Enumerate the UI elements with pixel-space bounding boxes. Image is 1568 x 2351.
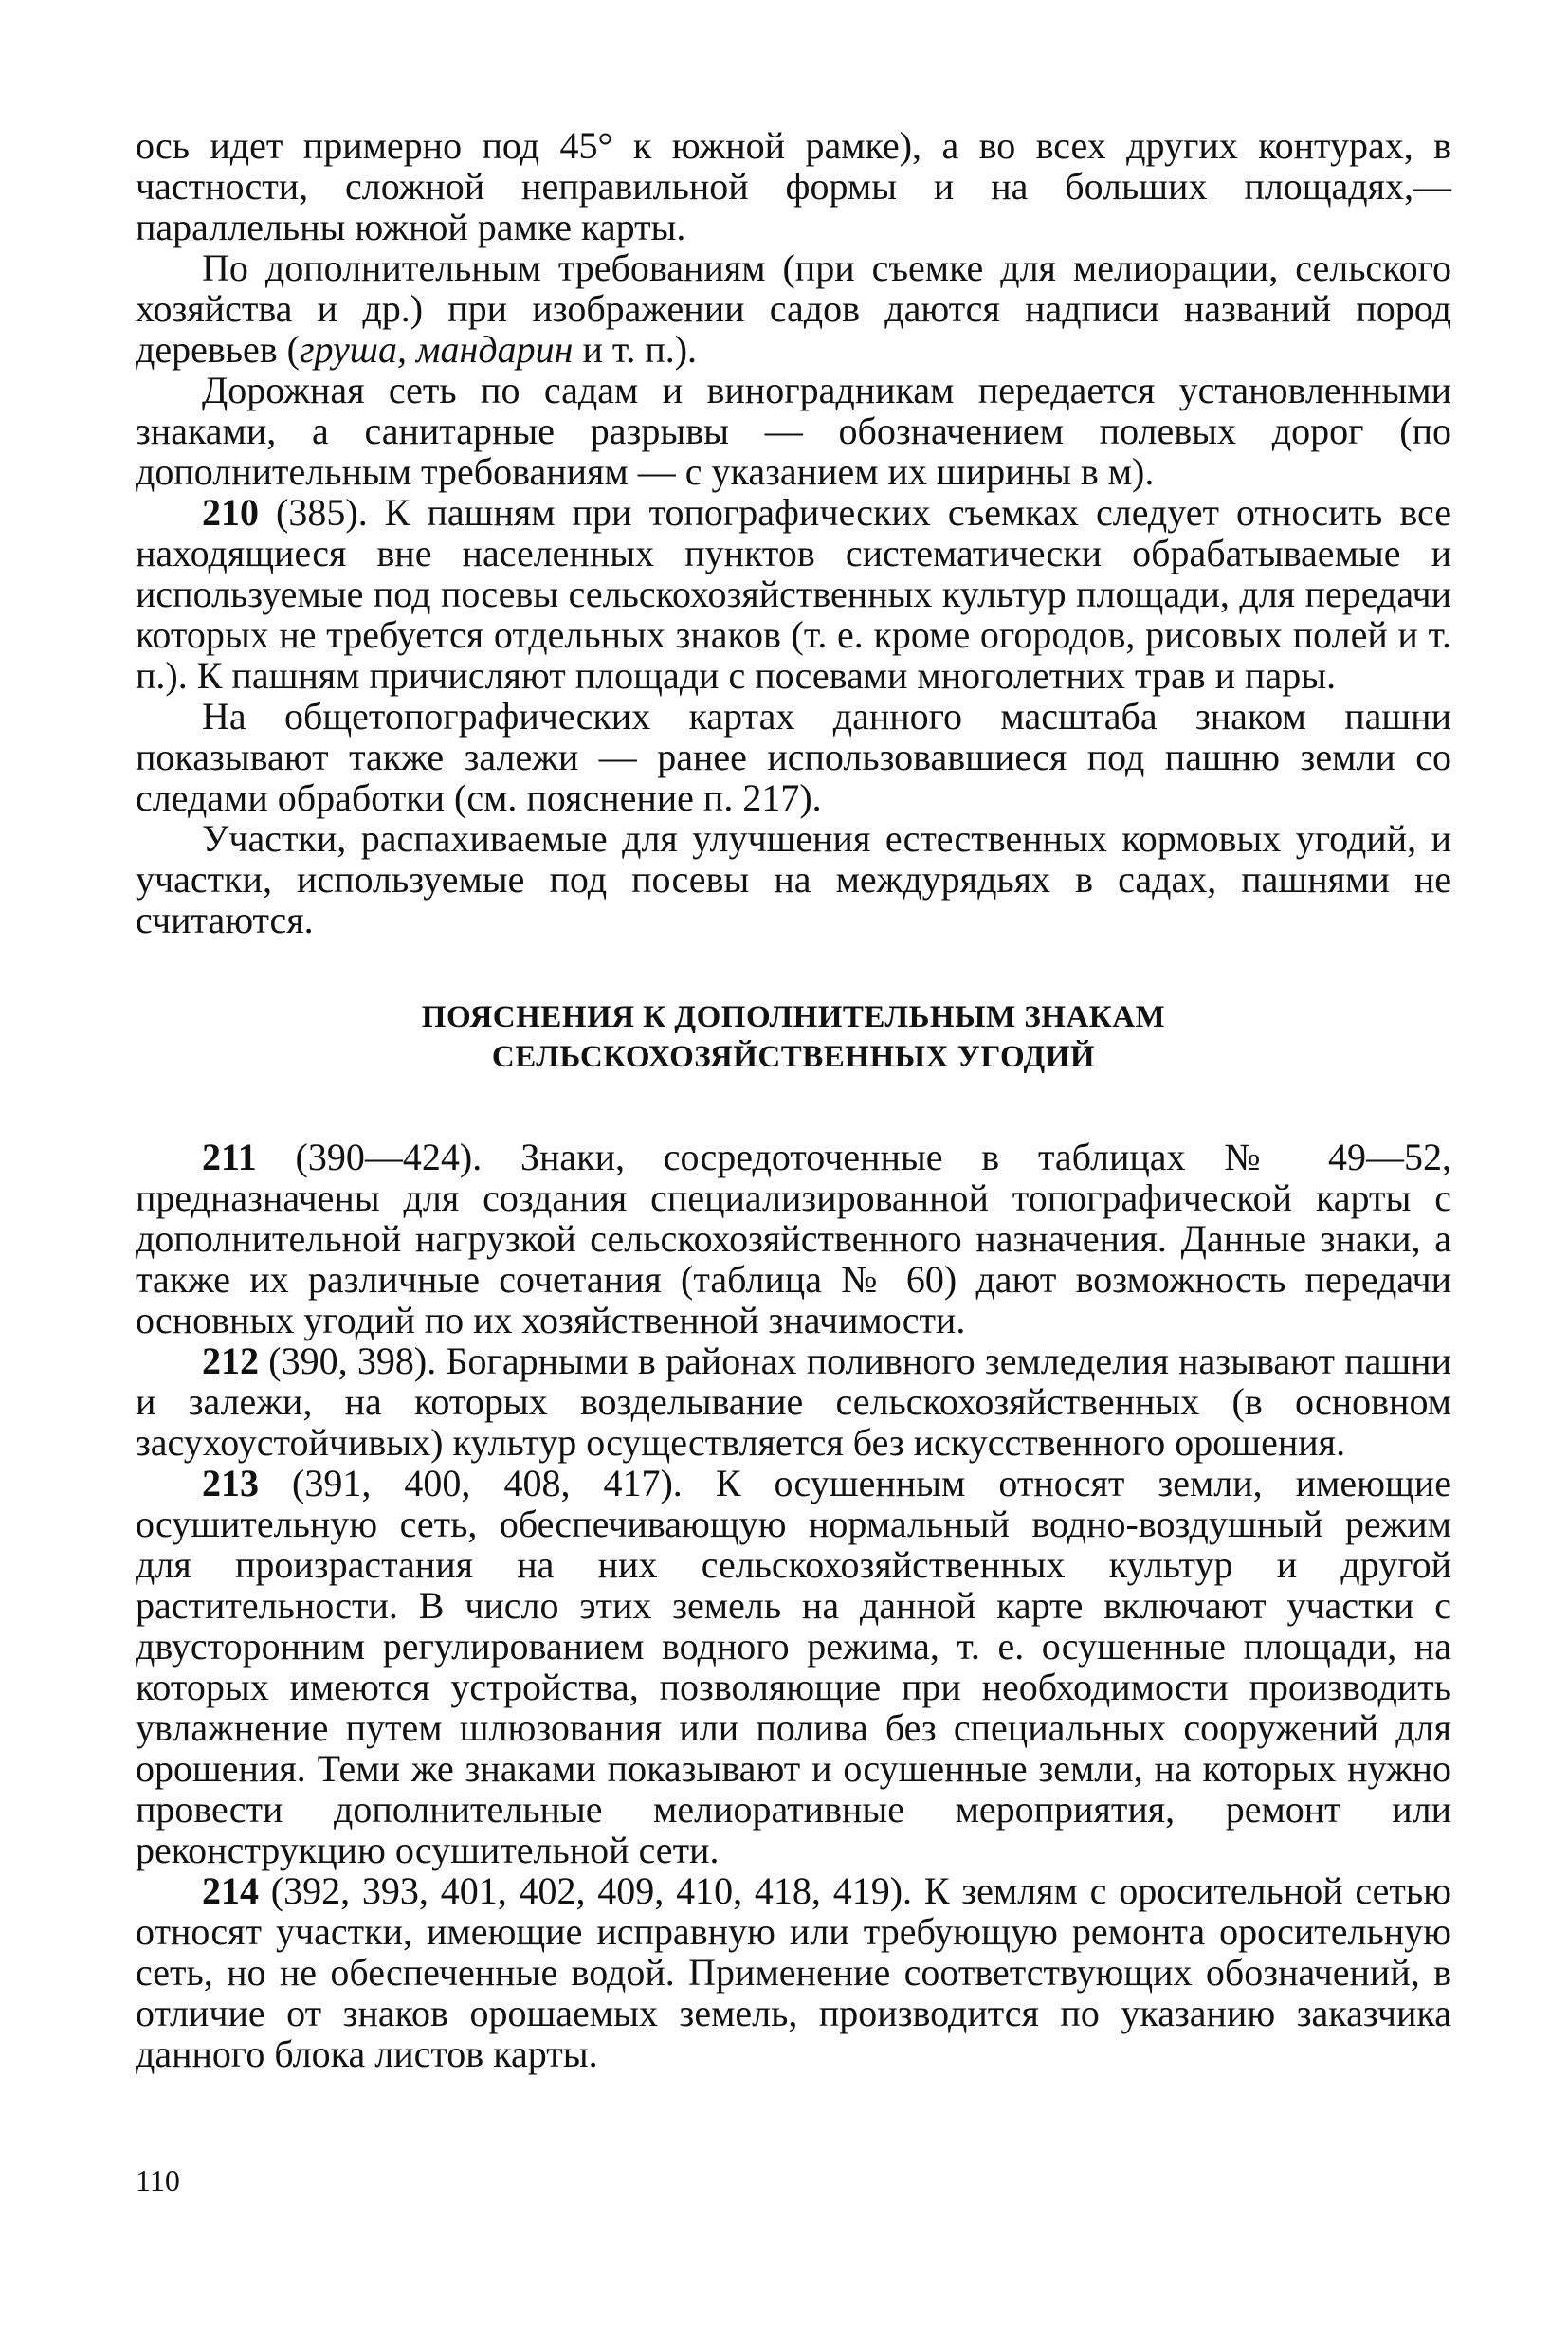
paragraph-fallow-land xyxy=(136,696,1451,818)
section-heading-line-1: ПОЯСНЕНИЯ К ДОПОЛНИТЕЛЬНЫМ ЗНАКАМ xyxy=(421,1000,1166,1034)
paragraph-road-network xyxy=(136,370,1451,492)
paragraph-211 xyxy=(136,1137,1451,1340)
paragraph-210 xyxy=(136,492,1451,696)
paragraph-text: (390—424). Знаки, сосредоточенные в таблицах № 49—52, предназначены для создания специализированной топографической карты с дополнительной нагрузкой сельскохозяйственного назначения. Данные знаки, а также их различные сочетания (таблица № 60) дают возможность передачи основных угодий по их хозяйственной значимости. xyxy=(136,1136,1451,1341)
section-heading xyxy=(136,997,1451,1077)
paragraph-213 xyxy=(136,1463,1451,1870)
paragraph-text: (385). К пашням при топографических съемках следует относить все находящиеся вне населенных пунктов систематически обрабатываемые и используемые под посевы сельскохозяйственных культур площади, для передачи которых не требуется отдельных знаков (т. е. кроме огородов, рисовых полей и т. п.). К пашням причисляют площади с посевами многолетних трав и пары. xyxy=(136,491,1451,697)
item-number: 210 xyxy=(202,491,259,534)
paragraph-text: и т. п.). xyxy=(573,328,698,371)
paragraph-text: (392, 393, 401, 402, 409, 410, 418, 419). К землям с оросительной сетью относят участки, имеющие исправную или требующую ремонта оросительную сеть, но не обеспеченные водой. Применение соответствующих обозначений, в отличие от знаков орошаемых земель, производится по указанию заказчика данного блока листов карты. xyxy=(136,1869,1451,2075)
paragraph-text: (391, 400, 408, 417). К осушенным относят земли, имеющие осушительную сеть, обеспечивающую нормальный водно-воздушный режим для произрастания на них сельскохозяйственных культур и другой растительности. В число этих земель на данной карте включают участки с двусторонним регулированием водного режима, т. е. осушенные площади, на которых имеются устройства, позволяющие при необходимости производить увлажнение путем шлюзования или полива без специальных сооружений для орошения. Теми же знаками показывают и осушенные земли, на которых нужно провести дополнительные мелиоративные мероприятия, ремонт или реконструкцию осушительной сети. xyxy=(136,1462,1451,1871)
italic-tree-names: груша, мандарин xyxy=(299,328,574,371)
paragraph-text: На общетопографических картах данного масштаба знаком пашни показывают также залежи — ранее использовавшиеся под пашню земли со следами обработки (см. пояснение п. 217). xyxy=(136,695,1451,819)
item-number: 214 xyxy=(202,1869,259,1912)
paragraph-text: (390, 398). Богарными в районах поливного земледелия называют пашни и залежи, на которых возделывание сельскохозяйственных (в основном засухоустойчивых) культур осуществляется без искусственного орошения. xyxy=(136,1340,1451,1464)
paragraph-text: Участки, распахиваемые для улучшения естественных кормовых угодий, и участки, используемые под посевы на междурядьях в садах, пашнями не считаются. xyxy=(136,817,1451,941)
item-number: 211 xyxy=(202,1136,257,1178)
page-number: 110 xyxy=(136,2163,180,2197)
paragraph-not-arable xyxy=(136,818,1451,940)
bottom-text-block xyxy=(136,1137,1451,2074)
paragraph-214 xyxy=(136,1870,1451,2074)
item-number: 213 xyxy=(202,1462,259,1504)
paragraph-gardens-labels xyxy=(136,247,1451,370)
item-number: 212 xyxy=(202,1340,259,1382)
top-text-block xyxy=(136,125,1451,940)
paragraph-text: Дорожная сеть по садам и виноградникам передается установленными знаками, а санитарные разрывы — обозначением полевых дорог (по дополнительным требованиям — с указанием их ширины в м). xyxy=(136,369,1451,493)
paragraph-text: По дополнительным требованиям (при съемке для мелиорации, сельского хозяйства и др.) при изображении садов даются надписи названий пород деревьев ( xyxy=(136,246,1451,371)
paragraph-212 xyxy=(136,1340,1451,1463)
section-heading-line-2: СЕЛЬСКОХОЗЯЙСТВЕННЫХ УГОДИЙ xyxy=(491,1040,1096,1074)
paragraph-continuation xyxy=(136,125,1451,247)
paragraph-text: ось идет примерно под 45° к южной рамке), а во всех других контурах, в частности, сложной неправильной формы и на больших площадях,— параллельны южной рамке карты. xyxy=(136,124,1451,248)
